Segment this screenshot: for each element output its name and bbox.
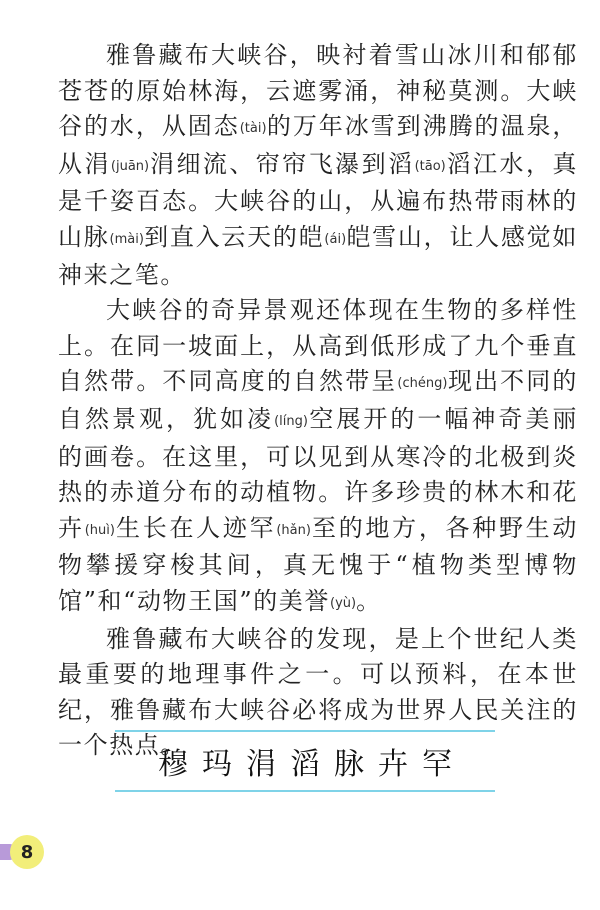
paragraph-2: 大峡谷的奇异景观还体现在生物的多样性上。在同一坡面上，从高到低形成了九个垂直自然带。不同高度的自然带呈(chéng)现出不同的自然景观，犹如凌(líng)空展开的一幅神奇美丽的画卷。在这里，可以见到从寒冷的北极到炎热的赤道分布的动植物。许多珍贵的林木和花卉(huì)生长在人迹罕(hǎn)至的地方，各种野生动物攀援穿梭其间，真无愧于“植物类型博物馆”和“动物王国”的美誉(yù)。 <box>58 296 578 615</box>
article-body <box>58 38 578 764</box>
paragraph-3: 雅鲁藏布大峡谷的发现，是上个世纪人类最重要的地理事件之一。可以预料，在本世纪，雅鲁藏布大峡谷必将成为世界人民关注的一个热点。 <box>58 624 578 760</box>
vocabulary-characters: 穆玛涓滔脉卉罕 <box>158 747 466 782</box>
page-number: 8 <box>10 835 44 869</box>
vocabulary-box <box>115 730 495 792</box>
paragraph-1: 雅鲁藏布大峡谷，映衬着雪山冰川和郁郁苍苍的原始林海，云遮雾涌，神秘莫测。大峡谷的水，从固态(tài)的万年冰雪到沸腾的温泉，从涓(juān)涓细流、帘帘飞瀑到滔(tāo)滔江水，真是千姿百态。大峡谷的山，从遍布热带雨林的山脉(mài)到直入云天的皑(ái)皑雪山，让人感觉如神来之笔。 <box>58 41 579 289</box>
